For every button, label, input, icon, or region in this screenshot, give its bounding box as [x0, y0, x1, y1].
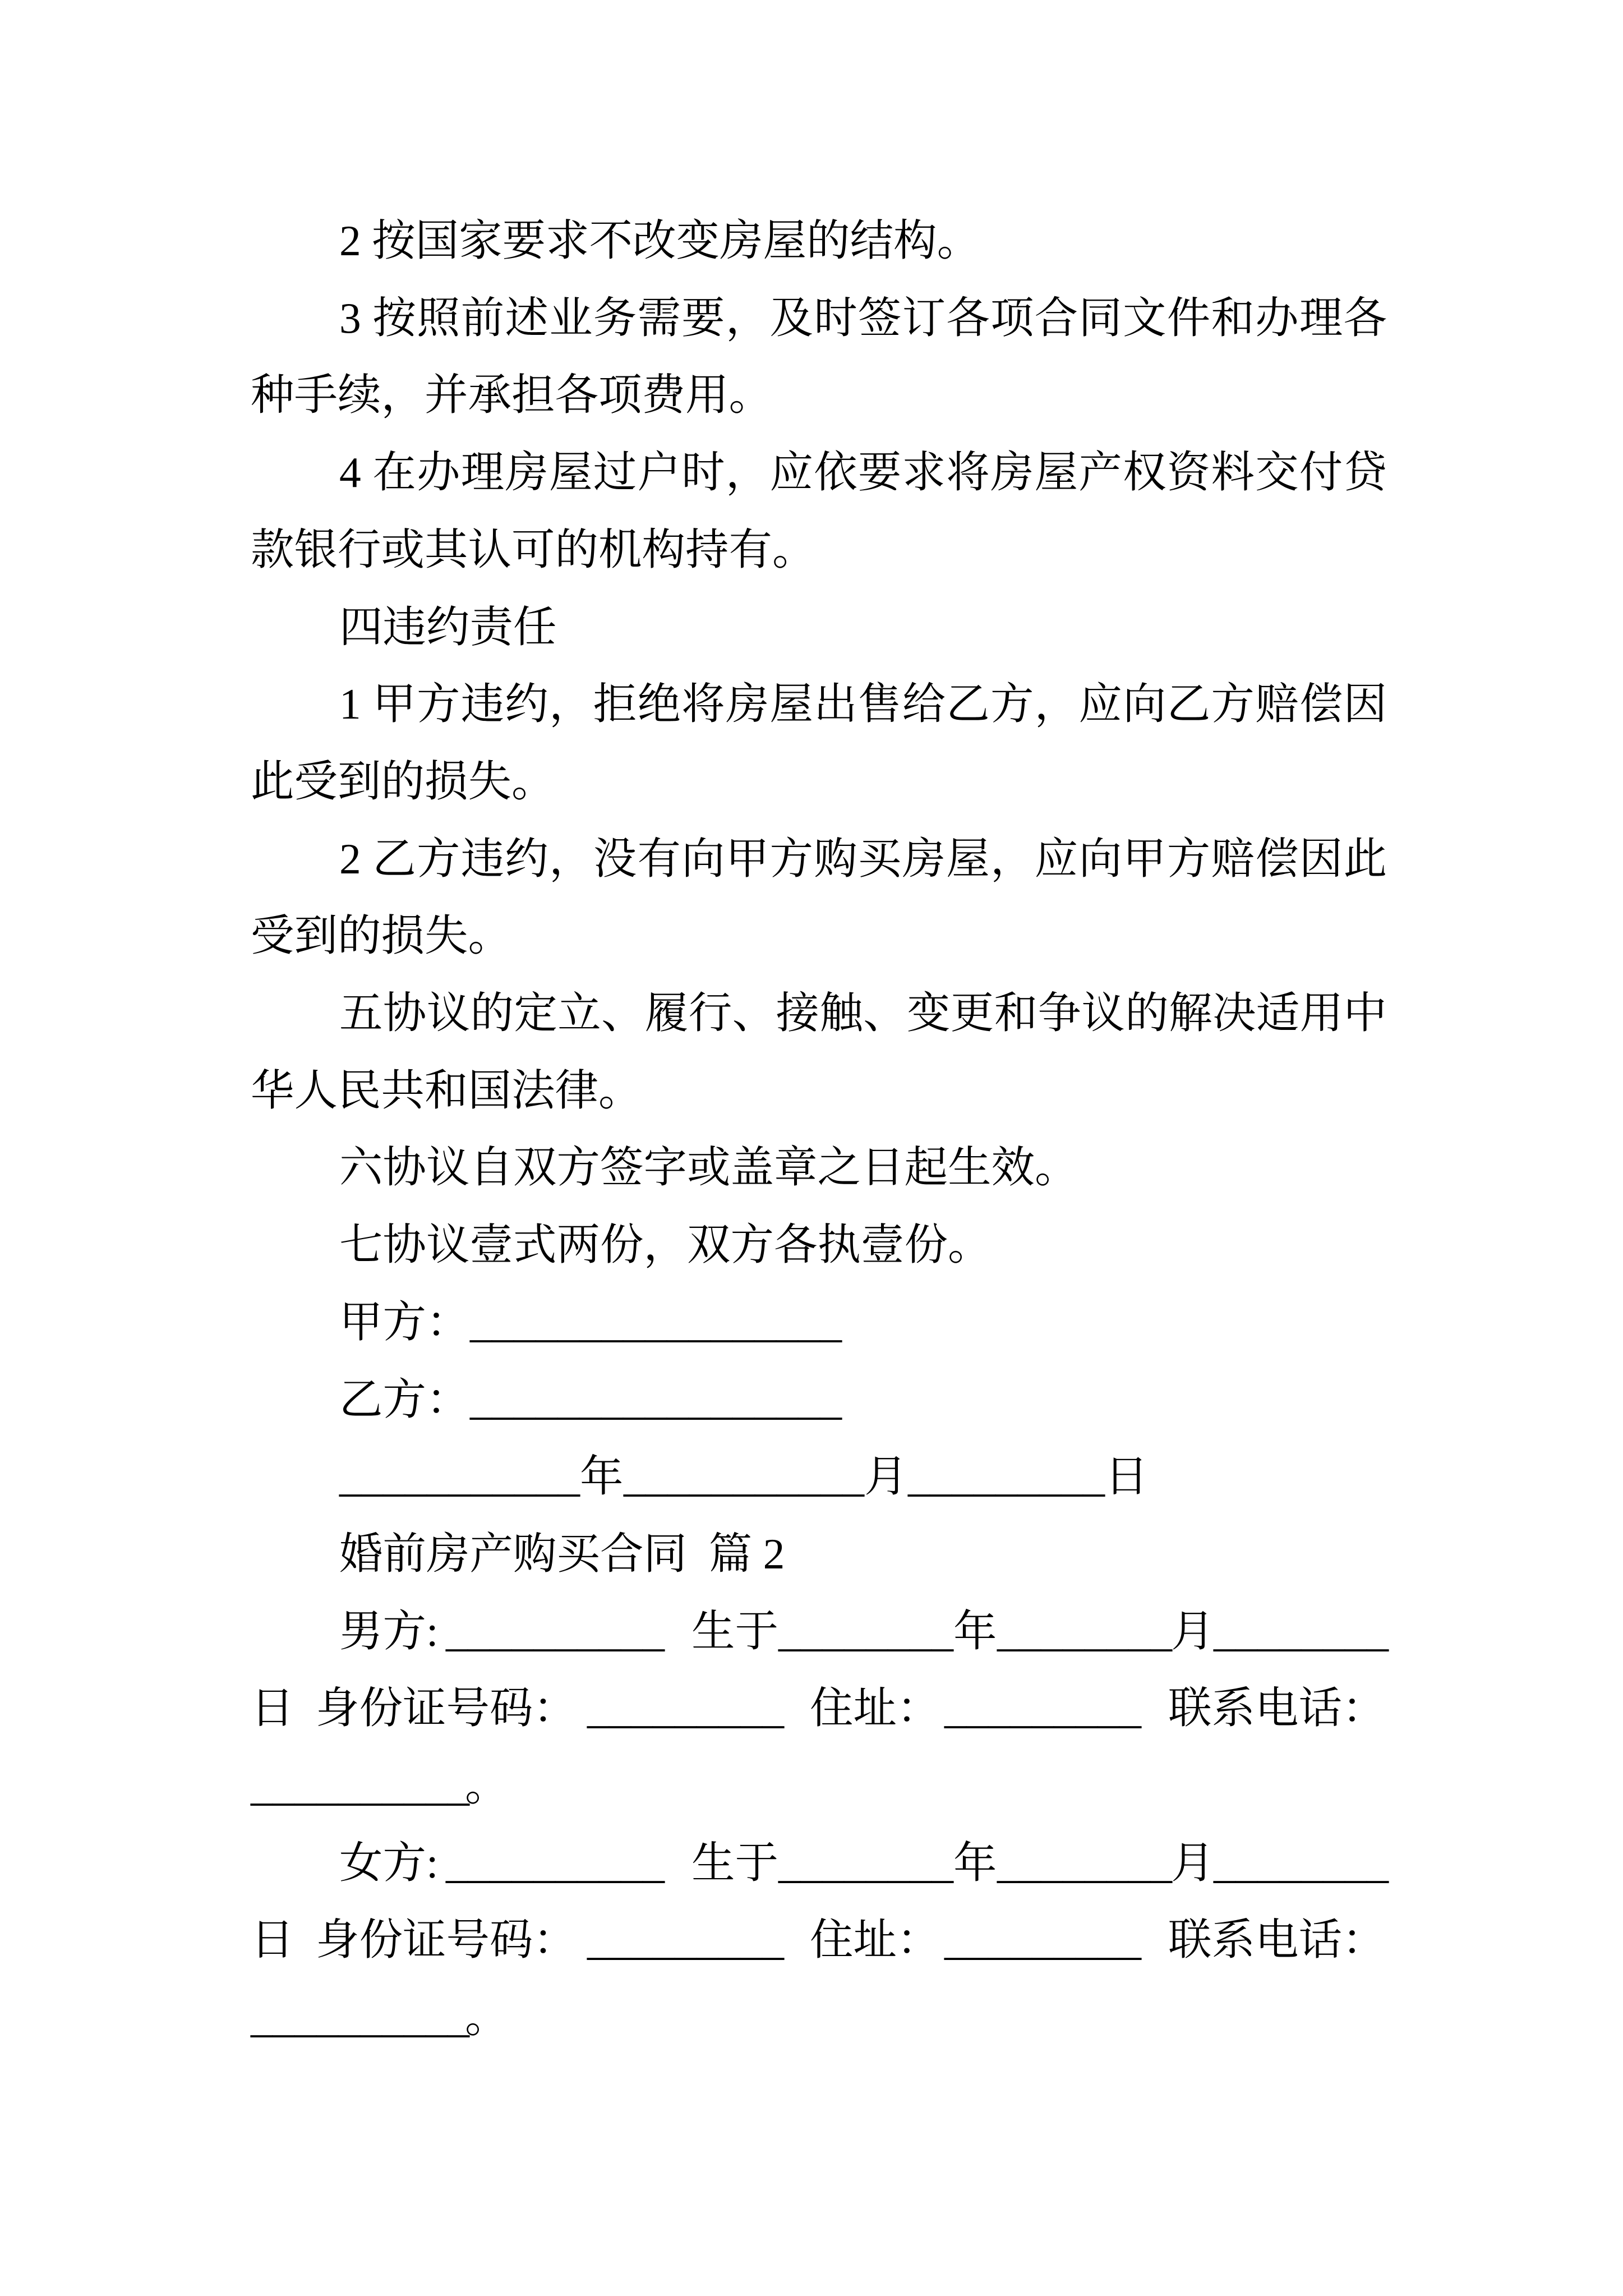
- date-month-label: 月: [864, 1452, 908, 1501]
- female-id-blank: _________: [587, 1915, 784, 1964]
- male-birth-year-label: 年: [953, 1607, 997, 1655]
- clause-6: 六协议自双方签字或盖章之日起生效。: [339, 1143, 1078, 1191]
- male-end-mark: 。: [465, 1761, 509, 1810]
- female-birth-month-blank: ________: [997, 1838, 1172, 1887]
- party-b-label: 乙方：: [339, 1375, 470, 1424]
- male-address-label: 住址：: [810, 1684, 940, 1732]
- date-day-label: 日: [1105, 1452, 1149, 1501]
- female-born-label: 生于: [691, 1839, 779, 1887]
- female-name-blank: __________: [446, 1838, 665, 1887]
- female-address-label: 住址：: [810, 1916, 940, 1964]
- male-birth-year-blank: ________: [778, 1607, 953, 1655]
- female-address-blank: _________: [944, 1915, 1141, 1964]
- male-id-blank: _________: [587, 1683, 784, 1732]
- male-address-blank: _________: [944, 1683, 1141, 1732]
- party-a-label: 甲方：: [339, 1298, 470, 1346]
- party-b-signature-blank: _________________: [470, 1375, 842, 1424]
- clause-3-item-3-line-2: 种手续，并承担各项费用。: [251, 371, 773, 419]
- male-phone-label: 联系电话：: [1168, 1684, 1386, 1732]
- date-day-blank: _________: [908, 1452, 1105, 1501]
- female-birth-day-label: 日: [251, 1916, 294, 1964]
- clause-5-line-1: 五协议的定立、履行、接触、变更和争议的解决适用中: [339, 989, 1387, 1037]
- male-born-label: 生于: [691, 1607, 779, 1655]
- party-a-signature-blank: _________________: [470, 1297, 842, 1346]
- male-id-label: 身份证号码：: [316, 1684, 577, 1732]
- male-birth-month-label: 月: [1171, 1607, 1215, 1655]
- clause-3-item-4-line-1: 4 在办理房屋过户时，应依要求将房屋产权资料交付贷: [339, 448, 1387, 496]
- female-birth-day-blank: ________: [1214, 1838, 1389, 1887]
- clause-4-item-2-line-1: 2 乙方违约，没有向甲方购买房屋，应向甲方赔偿因此: [339, 835, 1387, 883]
- clause-5-line-2: 华人民共和国法律。: [251, 1066, 642, 1115]
- clause-4-item-2-line-2: 受到的损失。: [251, 912, 512, 960]
- male-birth-day-label: 日: [251, 1684, 294, 1732]
- male-label: 男方:: [339, 1607, 439, 1655]
- male-birth-month-blank: ________: [997, 1607, 1172, 1655]
- clause-7: 七协议壹式两份，双方各执壹份。: [339, 1221, 992, 1269]
- clause-3-item-4-line-2: 款银行或其认可的机构持有。: [251, 526, 816, 574]
- female-end-mark: 。: [465, 1993, 509, 2041]
- female-birth-month-label: 月: [1171, 1839, 1215, 1887]
- date-year-label: 年: [580, 1452, 624, 1501]
- contract-2-title: 婚前房产购买合同 篇 2: [339, 1530, 785, 1578]
- male-name-blank: __________: [446, 1607, 665, 1655]
- female-label: 女方:: [339, 1839, 439, 1887]
- female-id-label: 身份证号码：: [316, 1916, 577, 1964]
- date-year-blank: ___________: [339, 1452, 580, 1501]
- clause-4-item-1-line-1: 1 甲方违约，拒绝将房屋出售给乙方，应向乙方赔偿因: [339, 680, 1387, 728]
- male-birth-day-blank: ________: [1214, 1607, 1389, 1655]
- male-phone-blank: __________: [251, 1761, 469, 1810]
- female-birth-year-label: 年: [953, 1839, 997, 1887]
- clause-3-item-3-line-1: 3 按照前述业务需要，及时签订各项合同文件和办理各: [339, 294, 1387, 342]
- clause-3-item-2: 2 按国家要求不改变房屋的结构。: [339, 217, 981, 265]
- date-month-blank: ___________: [624, 1452, 864, 1501]
- female-birth-year-blank: ________: [778, 1838, 953, 1887]
- clause-4-item-1-line-2: 此受到的损失。: [251, 757, 555, 806]
- clause-4-heading: 四违约责任: [339, 603, 557, 651]
- female-phone-blank: __________: [251, 1993, 469, 2041]
- female-phone-label: 联系电话：: [1168, 1916, 1386, 1964]
